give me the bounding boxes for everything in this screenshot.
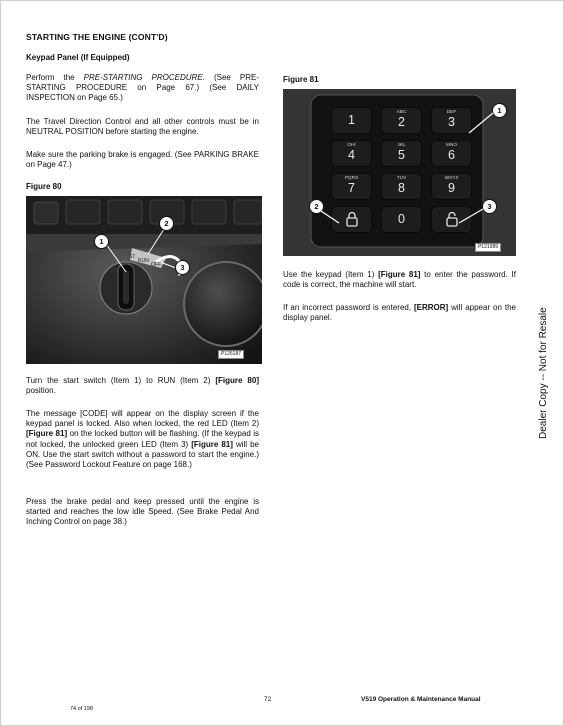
text-run: will appear on the display panel. [283, 303, 516, 323]
text-run: will be ON. Use the start switch without a password to start the engine.) (See Password Lockout Feature on page 168.) [26, 439, 259, 470]
figure-80-label: Figure 80 [26, 182, 62, 191]
keypad-key[interactable] [381, 173, 422, 200]
keypad-key[interactable] [381, 107, 422, 134]
key-digit: 6 [448, 148, 455, 162]
switch-label-st: ST [129, 254, 136, 260]
key-letters: JKL [397, 143, 406, 148]
keypad-key[interactable] [331, 107, 372, 134]
key-letters: PQRS [344, 176, 359, 181]
manual-title: V519 Operation & Maintenance Manual [361, 696, 481, 703]
text-run-italic: PRE-STARTING PROCEDURE. [83, 73, 205, 82]
key-letters: DEF [446, 110, 457, 115]
paragraph-start-switch [26, 376, 259, 396]
figure-81-image [283, 89, 516, 256]
key-letters: WXYZ [444, 176, 459, 181]
figure-80-callout-2: 2 [159, 216, 174, 231]
paragraph-brake-pedal: Press the brake pedal and keep pressed until the engine is started and reaches the low idle Speed. (See Brake Pedal And Inching Control on page 38.) [26, 497, 259, 527]
key-digit: 3 [448, 115, 455, 129]
lock-open-icon [444, 211, 460, 227]
paragraph-use-keypad [283, 270, 516, 290]
paragraph-pre-starting [26, 73, 259, 104]
figure-81-id: P121989 [475, 243, 501, 252]
switch-label-off: OFF [151, 262, 161, 268]
figure-ref: [Figure 81] [378, 270, 421, 279]
figure-80-callout-1: 1 [94, 234, 109, 249]
text-run: The message [CODE] will appear on the display screen if the keypad panel is locked. Also when locked, the red LED (Item 2) [26, 409, 259, 429]
text-run: position. [26, 386, 56, 396]
text-run: Use the keypad (Item 1) [283, 270, 379, 279]
keypad-key[interactable] [381, 206, 422, 233]
figure-ref: [Figure 81] [26, 429, 68, 439]
subsection-title: Keypad Panel (If Equipped) [26, 53, 130, 62]
key-digit: 0 [398, 212, 405, 226]
key-letters: MNO [445, 143, 458, 148]
key-digit: 7 [348, 181, 355, 195]
ignition-switch-illustration [26, 196, 262, 364]
keypad-key[interactable] [331, 140, 372, 167]
switch-label-run: RUN [138, 258, 149, 264]
figure-81-callout-1: 1 [492, 103, 507, 118]
figure-80-id: P126187 [218, 350, 244, 359]
unlocked-key[interactable] [431, 206, 472, 233]
figure-80-callout-3: 3 [175, 260, 190, 275]
key-digit: 9 [448, 181, 455, 195]
keypad-key[interactable] [431, 107, 472, 134]
key-digit: 5 [398, 148, 405, 162]
paragraph-parking-brake: Make sure the parking brake is engaged. (See PARKING BRAKE on Page 47.) [26, 150, 259, 170]
dealer-copy-watermark: Dealer Copy -- Not for Resale [538, 307, 549, 439]
text-run: If an incorrect password is entered, [283, 303, 414, 312]
page-of-count: 74 of 198 [70, 706, 93, 712]
paragraph-travel-control: The Travel Direction Control and all other controls must be in NEUTRAL POSITION before starting the engine. [26, 117, 259, 137]
text-run: to enter the password. If code is correct, the machine will start. [283, 270, 516, 290]
locked-key[interactable] [331, 206, 372, 233]
section-title: STARTING THE ENGINE (CONT'D) [26, 32, 168, 42]
text-run: Turn the start switch (Item 1) to RUN (Item 2) [26, 376, 216, 385]
figure-ref: [Figure 80] [215, 376, 259, 385]
paragraph-code-message [26, 409, 259, 470]
text-run: on the locked button will be flashing. (If the keypad is not locked, the unlocked green LED (Item 3) [26, 429, 259, 449]
key-letters: TUV [396, 176, 407, 181]
lock-closed-icon [344, 211, 360, 227]
text-run: (See PRE-STARTING PROCEDURE on Page 67.) (See DAILY INSPECTION on Page 65.) [26, 73, 259, 103]
keypad-key[interactable] [381, 140, 422, 167]
figure-81-label: Figure 81 [283, 75, 319, 84]
keypad-key[interactable] [331, 173, 372, 200]
key-digit: 1 [348, 113, 355, 127]
text-run: Perform the [26, 73, 84, 82]
error-message-ref: [ERROR] [414, 303, 449, 312]
figure-80-image [26, 196, 262, 364]
keypad-key[interactable] [431, 140, 472, 167]
key-digit: 2 [398, 115, 405, 129]
figure-81-callout-2: 2 [309, 199, 324, 214]
figure-81-callout-3: 3 [482, 199, 497, 214]
key-letters: GHI [347, 143, 356, 148]
paragraph-incorrect-password [283, 303, 516, 323]
page-number: 72 [264, 696, 272, 703]
key-letters: ABC [396, 110, 407, 115]
keypad-key[interactable] [431, 173, 472, 200]
key-digit: 8 [398, 181, 405, 195]
key-digit: 4 [348, 148, 355, 162]
figure-ref: [Figure 81] [191, 439, 233, 449]
